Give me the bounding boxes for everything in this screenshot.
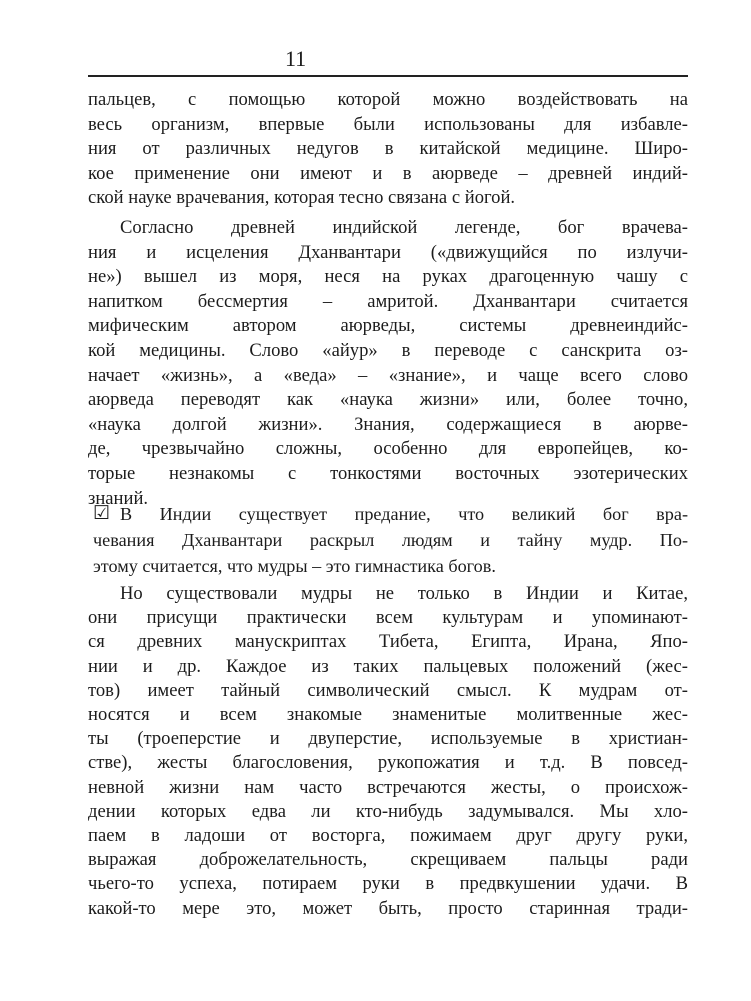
text-line: выражая доброжелательность, скрещиваем пальцы ради [88, 849, 688, 871]
text-line: ния от различных недугов в китайской медицине. Широ- [88, 138, 688, 160]
note-line: чевания Дханвантари раскрыл людям и тайну мудр. По- [93, 530, 688, 550]
text-line: кой медицины. Слово «айур» в переводе с санскрита оз- [88, 339, 688, 361]
text-line: ния и исцеления Дханвантари («движущийся по излучи- [88, 241, 688, 263]
text-line: дении которых едва ли кто-нибудь задумывался. Мы хло- [88, 800, 688, 822]
text-line: Согласно древней индийской легенде, бог врачева- [120, 217, 688, 238]
paragraph-1 [88, 88, 688, 211]
text-line: весь организм, впервые были использованы для избавле- [88, 113, 688, 135]
text-line: чьего-то успеха, потираем руки в предвкушении удачи. В [88, 873, 688, 895]
text-line: паем в ладоши от восторга, пожимаем друг другу руки, [88, 825, 688, 847]
text-line: ся древних манускриптах Тибета, Египта, Ирана, Япо- [88, 631, 688, 653]
text-line: кое применение они имеют и в аюрведе – древней индий- [88, 162, 688, 184]
text-line: тов) имеет тайный символический смысл. К мудрам от- [88, 679, 688, 701]
header-rule [88, 75, 688, 77]
paragraph-2 [88, 216, 688, 511]
text-line: нии и др. Каждое из таких пальцевых положений (жес- [88, 655, 688, 677]
text-line: де, чрезвычайно сложны, особенно для европейцев, ко- [88, 438, 688, 460]
text-line: невной жизни нам часто встречаются жесты, о происхож- [88, 776, 688, 798]
text-line: ской науке врачевания, которая тесно связана с йогой. [88, 187, 516, 209]
text-line: стве), жесты благословения, рукопожатия и т.д. В повсед- [88, 752, 688, 774]
text-line: какой-то мере это, может быть, просто старинная тради- [88, 897, 688, 919]
paragraph-3 [88, 582, 688, 921]
text-line: они присущи практически всем культурам и упоминают- [88, 607, 688, 629]
text-line: носятся и всем знакомые знаменитые молитвенные жес- [88, 704, 688, 726]
note-line: этому считается, что мудры – это гимнастика богов. [93, 556, 496, 576]
text-line: пальцев, с помощью которой можно воздействовать на [88, 89, 688, 110]
note-line: В Индии существует предание, что великий бог вра- [120, 504, 688, 524]
text-line: напитком бессмертия – амритой. Дханвантари считается [88, 290, 688, 312]
checkbox-checked-icon: ☑ [93, 503, 111, 524]
text-line: знаний. [88, 487, 149, 509]
text-line: мифическим автором аюрведы, системы древнеиндийс- [88, 315, 688, 337]
text-line: не») вышел из моря, неся на руках драгоценную чашу с [88, 266, 688, 288]
page-number: 11 [285, 46, 307, 71]
text-line: ты (троеперстие и двуперстие, используемые в христиан- [88, 728, 688, 750]
text-line: Но существовали мудры не только в Индии и Китае, [120, 583, 688, 604]
note-callout [93, 501, 688, 579]
text-line: аюрведа переводят как «наука жизни» или, более точно, [88, 389, 688, 411]
text-line: начает «жизнь», а «веда» – «знание», и чаще всего слово [88, 364, 688, 386]
text-line: «наука долгой жизни». Знания, содержащиеся в аюрве- [88, 413, 688, 435]
text-line: торые незнакомы с тонкостями восточных эзотерических [88, 462, 688, 484]
